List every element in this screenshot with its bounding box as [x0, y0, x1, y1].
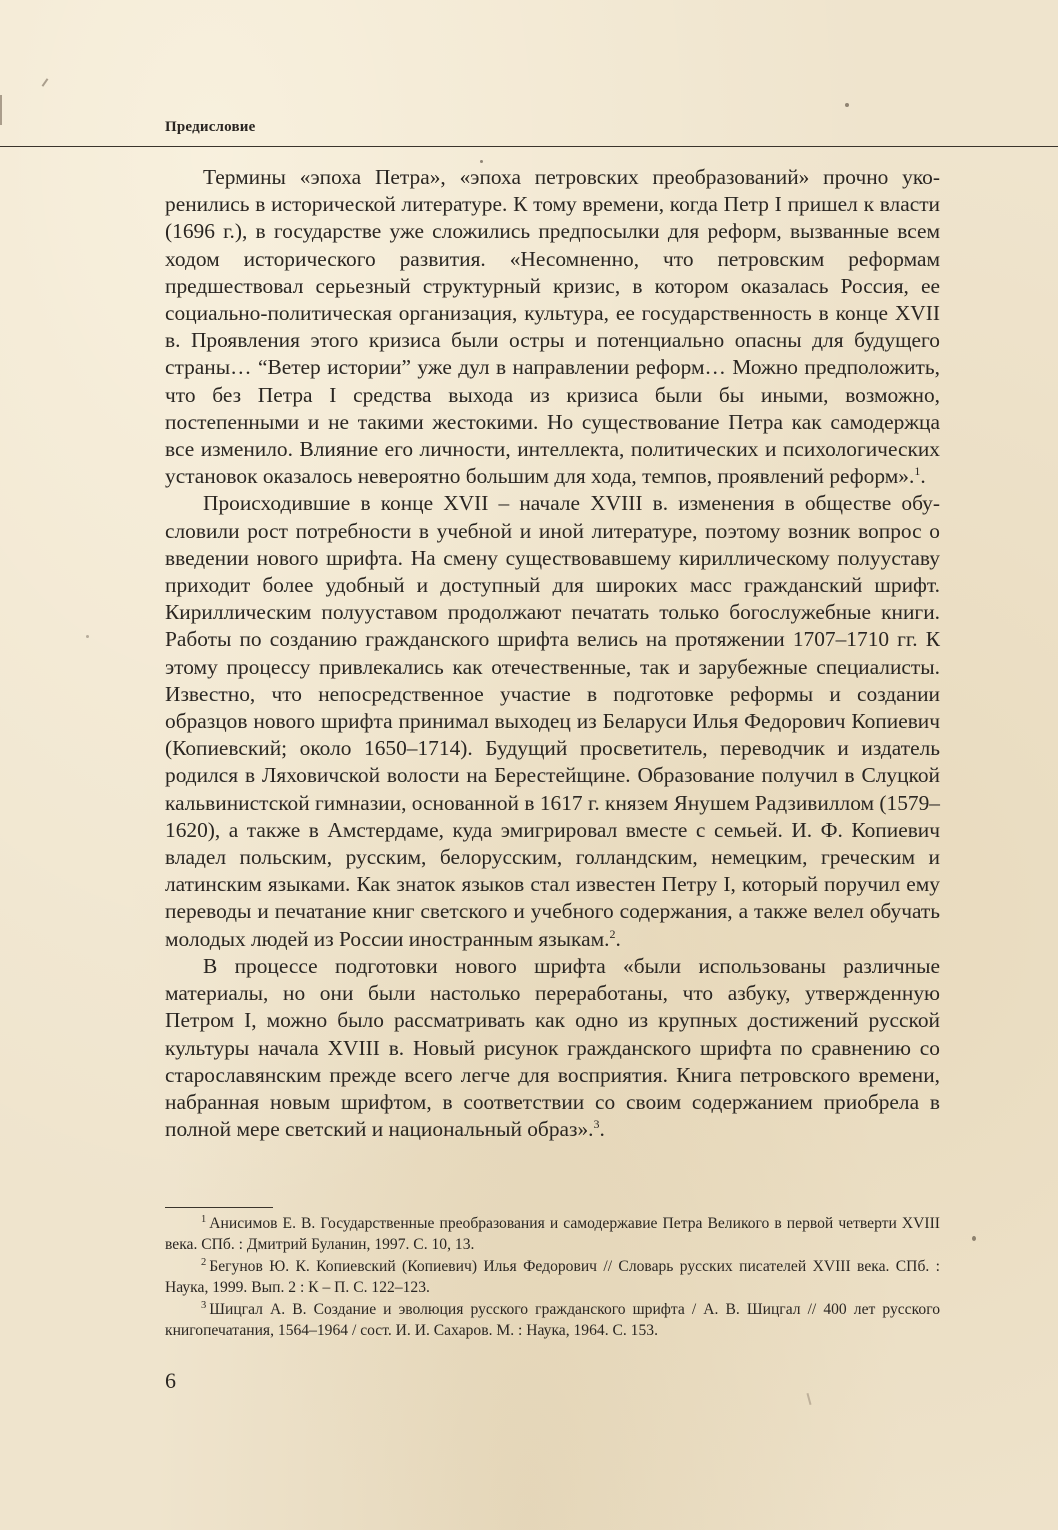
- paper-mark: [42, 78, 49, 87]
- paragraph: В процессе подготовки нового шрифта «были использованы различные материалы, но они были настолько переработаны, что азбуку, утвержденную Петром I, можно было рассматривать как одно из крупных достижений русской культуры начала XVIII в. Новый рисунок гражданского шрифта по сравнению со старославянским прежде всего легче для восприятия. Книга петровского времени, набранная новым шрифтом, в соответствии со своим содержанием приобрела в полной мере светский и национальный образ».$^3$.: [165, 953, 940, 1142]
- main-text: [165, 164, 940, 1143]
- paper-speck: [480, 160, 483, 163]
- page-number: 6: [165, 1368, 176, 1393]
- footnote-number: 2: [201, 1256, 207, 1268]
- footnote-ref[interactable]: 1: [914, 464, 921, 479]
- paper-mark: [0, 95, 2, 125]
- footnote: [165, 1300, 940, 1341]
- footnote-rule: [165, 1207, 273, 1208]
- footnotes: [165, 1214, 940, 1343]
- footnote-text: Бегунов Ю. К. Копиевский (Копиевич) Илья Федорович // Словарь русских писателей XVIII века. СПб. : Наука, 1999. Вып. 2 : К – П. С. 122–123.: [165, 1258, 940, 1296]
- footnote: [165, 1214, 940, 1255]
- footnote-number: 1: [201, 1213, 207, 1225]
- footnote-text: Шицгал А. В. Создание и эволюция русского гражданского шрифта / А. В. Шицгал // 400 лет русского книгопечатания, 1564–1964 / сост. И. И. Сахаров. М. : Наука, 1964. С. 153.: [165, 1301, 940, 1339]
- paragraph: Термины «эпоха Петра», «эпоха петровских преобразований» прочно укоренились в исторической литературе. К тому времени, когда Петр I пришел к власти (1696 г.), в государстве уже сложились предпосылки для реформ, вызванные всем ходом исторического развития. «Несомненно, что петровским реформам предшествовал серьезный структурный кризис, в котором оказалась Россия, ее социально-политическая организация, культура, ее государственность в конце XVII в. Проявления этого кризиса были остры и потенциально опасны для будущего страны… “Ветер истории” уже дул в направлении реформ… Можно предположить, что без Петра I средства выхода из кризиса были бы иными, возможно, постепенными и не такими жестокими. Но существование Петра как самодержца все изменило. Влияние его личности, интеллекта, политических и психологических установок оказалось невероятно большим для хода, темпов, проявлений реформ».$^1$.: [165, 165, 940, 489]
- footnote: [165, 1257, 940, 1298]
- paragraph-text: Термины «эпоха Петра», «эпоха петровских преобразований» прочно укоренились в исторической литературе. К тому времени, когда Петр I пришел к власти (1696 г.), в государстве уже сложились предпосылки для реформ, вызванные всем ходом исторического развития. «Несомненно, что петровским реформам предшествовал серьезный структурный кризис, в котором оказалась Россия, ее социально-политическая организация, культура, ее государственность в конце XVII в. Проявления этого кризиса были остры и потенциально опасны для будущего страны… “Ветер истории” уже дул в направлении реформ… Можно предположить, что без Петра I средства выхода из кризиса были бы иными, возможно, постепенными и не такими жестокими. Но существование Петра как самодержца все изменило. Влияние его личности, интеллекта, политических и психологических установок оказалось невероятно большим для хода, темпов, проявлений реформ».: [165, 165, 940, 489]
- paragraph-text: В процессе подготовки нового шрифта «были использованы различные материалы, но они были настолько переработаны, что азбуку, утвержденную Петром I, можно было рассматривать как одно из крупных достижений русской культуры начала XVIII в. Новый рисунок гражданского шрифта по сравнению со старославянским прежде всего легче для восприятия. Книга петровского времени, набранная новым шрифтом, в соответствии со своим содержанием приобрела в полной мере светский и национальный образ».: [165, 953, 940, 1142]
- footnote-text: Анисимов Е. В. Государственные преобразования и самодержавие Петра Великого в первой четверти XVIII века. СПб. : Дмитрий Буланин, 1997. С. 10, 13.: [165, 1215, 940, 1253]
- paper-mark: [806, 1393, 811, 1405]
- paragraph: Происходившие в конце XVII – начале XVIII в. изменения в обществе обусловили рост потребности в учебной и иной литературе, поэтому возник вопрос о введении нового шрифта. На смену существовавшему кириллическому полууставу приходит более удобный и доступный для широких масс гражданский шрифт. Кириллическим полууставом продолжают печатать только богослужебные книги. Работы по созданию гражданского шрифта велись на протяжении 1707–1710 гг. К этому процессу привлекались как отечественные, так и зарубежные специалисты. Известно, что непосредственное участие в подготовке реформы и создании образцов нового шрифта принимал выходец из Беларуси Илья Федорович Копиевич (Копиевский; около 1650–1714). Будущий просветитель, переводчик и издатель родился в Ляховичской волости на Берестейщине. Образование получил в Слуцкой кальвинистской гимназии, основанной в 1617 г. князем Янушем Радзивиллом (1579–1620), а также в Амстердаме, куда эмигрировал вместе с семьей. И. Ф. Копиевич владел польским, русским, белорусским, голландским, немецким, греческим и латинским языками. Как знаток языков стал известен Петру I, который поручил ему переводы и печатание книг светского и учебного содержания, а также велел обучать молодых людей из России иностранным языкам.$^2$.: [165, 491, 940, 951]
- footnote-ref[interactable]: 3: [593, 1116, 600, 1131]
- running-head: Предисловие: [165, 119, 256, 135]
- paper-speck: [86, 635, 89, 638]
- footnote-ref[interactable]: 2: [609, 926, 616, 941]
- paragraph-text: Происходившие в конце XVII – начале XVIII в. изменения в обществе обусловили рост потребности в учебной и иной литературе, поэтому возник вопрос о введении нового шрифта. На смену существовавшему кириллическому полууставу приходит более удобный и доступный для широких масс гражданский шрифт. Кириллическим полууставом продолжают печатать только богослужебные книги. Работы по созданию гражданского шрифта велись на протяжении 1707–1710 гг. К этому процессу привлекались как отечественные, так и зарубежные специалисты. Известно, что непосредственное участие в подготовке реформы и создании образцов нового шрифта принимал выходец из Беларуси Илья Федорович Копиевич (Копиевский; около 1650–1714). Будущий просветитель, переводчик и издатель родился в Ляховичской волости на Берестейщине. Образование получил в Слуцкой кальвинистской гимназии, основанной в 1617 г. князем Янушем Радзивиллом (1579–1620), а также в Амстердаме, куда эмигрировал вместе с семьей. И. Ф. Копиевич владел польским, русским, белорусским, голландским, немецким, греческим и латинским языками. Как знаток языков стал известен Петру I, который поручил ему переводы и печатание книг светского и учебного содержания, а также велел обучать молодых людей из России иностранным языкам.: [165, 491, 940, 951]
- header-rule: [0, 146, 1058, 147]
- paper-speck: [972, 1236, 976, 1241]
- footnote-number: 3: [201, 1299, 207, 1311]
- paper-speck: [845, 103, 849, 107]
